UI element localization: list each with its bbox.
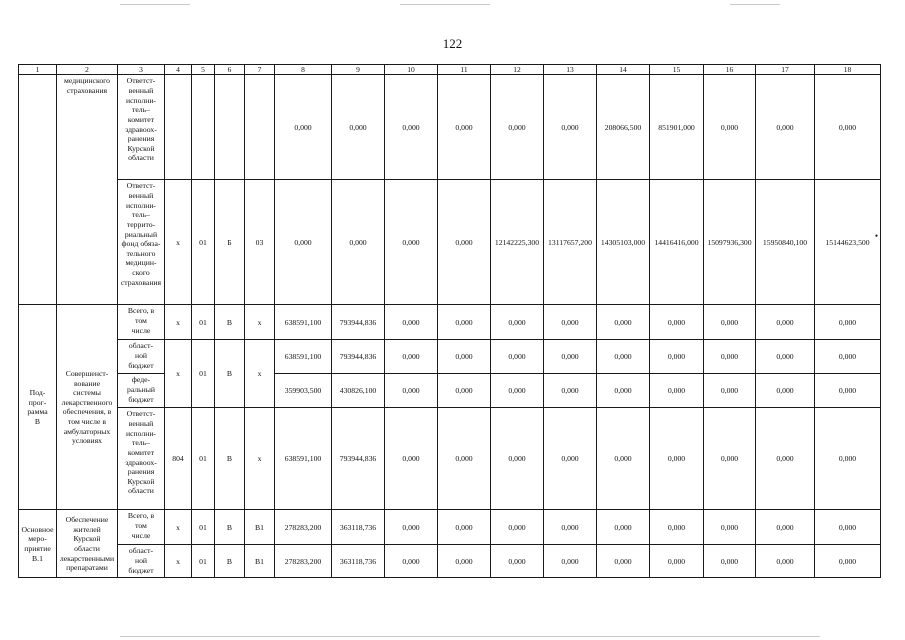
column-number: 9 <box>332 65 385 75</box>
value-text: 15144623,500 <box>825 237 870 247</box>
value-cell: 793944,836 <box>332 305 385 340</box>
table-row <box>19 510 881 545</box>
column-number: 1 <box>19 65 57 75</box>
page-number: 122 <box>442 36 463 51</box>
code-cell <box>245 75 275 180</box>
value-cell: 0,000 <box>438 408 491 510</box>
table-row <box>19 408 881 510</box>
code-cell: В <box>215 545 245 578</box>
value-cell: 15950840,100 <box>756 180 815 305</box>
code-cell: 804 <box>165 408 192 510</box>
value-cell <box>815 180 881 305</box>
funding-source: Ответст- венный исполни- тель– комитет здравоох- ранения Курской области <box>118 75 165 180</box>
value-cell: 0,000 <box>650 408 704 510</box>
program-name: медицинского страхования <box>57 75 118 305</box>
funding-source: Ответст- венный исполни- тель– комитет здравоох- ранения Курской области <box>118 408 165 510</box>
code-cell: 01 <box>192 340 215 408</box>
value-cell: 0,000 <box>491 340 544 374</box>
value-cell: 638591,100 <box>275 305 332 340</box>
value-cell: 0,000 <box>815 75 881 180</box>
value-cell: 0,000 <box>704 374 756 408</box>
column-number: 5 <box>192 65 215 75</box>
program-code: Основное меро- приятие В.1 <box>19 510 57 578</box>
value-cell: 0,000 <box>491 545 544 578</box>
code-cell: В1 <box>245 545 275 578</box>
value-cell: 0,000 <box>756 510 815 545</box>
funding-source: Ответст- венный исполни- тель– террито- риальный фонд обяза- тельного медицин- ского страхования <box>118 180 165 305</box>
value-cell: 363118,736 <box>332 510 385 545</box>
value-cell: 0,000 <box>438 510 491 545</box>
value-cell: 851901,000 <box>650 75 704 180</box>
code-cell <box>192 75 215 180</box>
value-cell: 0,000 <box>332 75 385 180</box>
value-cell: 0,000 <box>756 545 815 578</box>
value-cell: 0,000 <box>756 408 815 510</box>
scan-artifact <box>120 636 820 637</box>
value-cell: 0,000 <box>597 340 650 374</box>
column-number: 11 <box>438 65 491 75</box>
program-name: Обеспечение жителей Курской области лекарственными препаратами <box>57 510 118 578</box>
column-number: 3 <box>118 65 165 75</box>
value-cell: 0,000 <box>597 545 650 578</box>
value-cell: 0,000 <box>815 510 881 545</box>
value-cell: 0,000 <box>704 305 756 340</box>
column-number-row <box>19 65 881 75</box>
asterisk-mark: • <box>874 230 878 241</box>
value-cell: 14416416,000 <box>650 180 704 305</box>
value-cell: 0,000 <box>385 545 438 578</box>
column-number: 10 <box>385 65 438 75</box>
value-cell: 0,000 <box>491 75 544 180</box>
code-cell: 01 <box>192 408 215 510</box>
value-cell: 0,000 <box>704 545 756 578</box>
value-cell: 0,000 <box>650 374 704 408</box>
scan-artifact <box>120 4 190 5</box>
value-cell: 363118,736 <box>332 545 385 578</box>
value-cell: 0,000 <box>385 305 438 340</box>
value-cell: 13117657,200 <box>544 180 597 305</box>
value-cell: 0,000 <box>544 305 597 340</box>
value-cell: 793944,836 <box>332 408 385 510</box>
code-cell: 01 <box>192 510 215 545</box>
column-number: 16 <box>704 65 756 75</box>
code-cell: В <box>215 510 245 545</box>
value-cell: 0,000 <box>815 374 881 408</box>
code-cell: 03 <box>245 180 275 305</box>
value-cell: 0,000 <box>704 75 756 180</box>
value-cell: 208066,500 <box>597 75 650 180</box>
code-cell: х <box>165 305 192 340</box>
table-row <box>19 75 881 180</box>
value-cell: 0,000 <box>650 340 704 374</box>
program-name: Совершенст- вование системы лекарственного обеспечения, в том числе в амбулаторных условиях <box>57 305 118 510</box>
column-number: 13 <box>544 65 597 75</box>
scan-artifact <box>400 4 490 5</box>
value-cell: 0,000 <box>544 510 597 545</box>
value-cell: 0,000 <box>544 408 597 510</box>
scan-artifact <box>730 4 780 5</box>
value-cell: 0,000 <box>491 408 544 510</box>
column-number: 18 <box>815 65 881 75</box>
value-cell: 0,000 <box>756 374 815 408</box>
value-cell: 0,000 <box>385 180 438 305</box>
value-cell: 12142225,300 <box>491 180 544 305</box>
value-cell: 0,000 <box>704 340 756 374</box>
column-number: 14 <box>597 65 650 75</box>
table-row <box>19 545 881 578</box>
funding-source: област- ной бюджет <box>118 545 165 578</box>
value-cell: 278283,200 <box>275 545 332 578</box>
funding-source: феде- ральный бюджет <box>118 374 165 408</box>
value-cell: 0,000 <box>650 305 704 340</box>
budget-table <box>18 64 881 578</box>
code-cell: 01 <box>192 305 215 340</box>
value-cell: 0,000 <box>332 180 385 305</box>
value-cell: 0,000 <box>597 510 650 545</box>
code-cell: х <box>165 180 192 305</box>
column-number: 8 <box>275 65 332 75</box>
value-cell: 0,000 <box>385 75 438 180</box>
value-cell: 0,000 <box>650 510 704 545</box>
value-cell: 0,000 <box>597 305 650 340</box>
value-cell: 0,000 <box>385 374 438 408</box>
column-number: 17 <box>756 65 815 75</box>
code-cell: Б <box>215 180 245 305</box>
value-cell: 278283,200 <box>275 510 332 545</box>
value-cell: 0,000 <box>385 340 438 374</box>
value-cell: 0,000 <box>544 340 597 374</box>
funding-source: област- ной бюджет <box>118 340 165 374</box>
value-cell: 0,000 <box>815 305 881 340</box>
value-cell: 0,000 <box>275 180 332 305</box>
value-cell: 0,000 <box>385 510 438 545</box>
value-cell: 359903,500 <box>275 374 332 408</box>
value-cell: 0,000 <box>704 510 756 545</box>
code-cell: 01 <box>192 545 215 578</box>
table-row <box>19 305 881 340</box>
code-cell: 01 <box>192 180 215 305</box>
value-cell: 0,000 <box>756 305 815 340</box>
value-cell: 0,000 <box>544 374 597 408</box>
code-cell: х <box>165 545 192 578</box>
code-cell <box>215 75 245 180</box>
value-cell: 14305103,000 <box>597 180 650 305</box>
code-cell: В <box>215 305 245 340</box>
value-cell: 0,000 <box>815 408 881 510</box>
value-cell: 430826,100 <box>332 374 385 408</box>
code-cell: х <box>245 340 275 408</box>
value-cell: 0,000 <box>815 545 881 578</box>
program-code: Под- прог- рамма В <box>19 305 57 510</box>
value-cell: 638591,100 <box>275 408 332 510</box>
table-row <box>19 374 881 408</box>
value-cell: 0,000 <box>544 545 597 578</box>
code-cell: х <box>245 305 275 340</box>
code-cell: х <box>245 408 275 510</box>
value-cell: 0,000 <box>650 545 704 578</box>
value-cell: 0,000 <box>491 374 544 408</box>
value-cell: 0,000 <box>815 340 881 374</box>
funding-source: Всего, в том числе <box>118 510 165 545</box>
column-number: 4 <box>165 65 192 75</box>
program-cell <box>19 75 57 305</box>
value-cell: 0,000 <box>491 510 544 545</box>
value-cell: 0,000 <box>756 75 815 180</box>
value-cell: 0,000 <box>597 408 650 510</box>
value-cell: 0,000 <box>275 75 332 180</box>
code-cell: В1 <box>245 510 275 545</box>
value-cell: 0,000 <box>544 75 597 180</box>
value-cell: 0,000 <box>385 408 438 510</box>
table-row <box>19 180 881 305</box>
value-cell: 0,000 <box>438 340 491 374</box>
code-cell <box>165 75 192 180</box>
code-cell: х <box>165 510 192 545</box>
value-cell: 638591,100 <box>275 340 332 374</box>
value-cell: 15097936,300 <box>704 180 756 305</box>
code-cell: В <box>215 340 245 408</box>
value-cell: 0,000 <box>438 374 491 408</box>
value-cell: 0,000 <box>491 305 544 340</box>
value-cell: 0,000 <box>597 374 650 408</box>
code-cell: В <box>215 408 245 510</box>
column-number: 15 <box>650 65 704 75</box>
code-cell: х <box>165 340 192 408</box>
table-row <box>19 340 881 374</box>
column-number: 2 <box>57 65 118 75</box>
value-cell: 0,000 <box>438 305 491 340</box>
value-cell: 0,000 <box>438 180 491 305</box>
value-cell: 0,000 <box>438 75 491 180</box>
funding-source: Всего, в том числе <box>118 305 165 340</box>
column-number: 7 <box>245 65 275 75</box>
column-number: 12 <box>491 65 544 75</box>
value-cell: 0,000 <box>756 340 815 374</box>
value-cell: 793944,836 <box>332 340 385 374</box>
value-cell: 0,000 <box>704 408 756 510</box>
value-cell: 0,000 <box>438 545 491 578</box>
column-number: 6 <box>215 65 245 75</box>
